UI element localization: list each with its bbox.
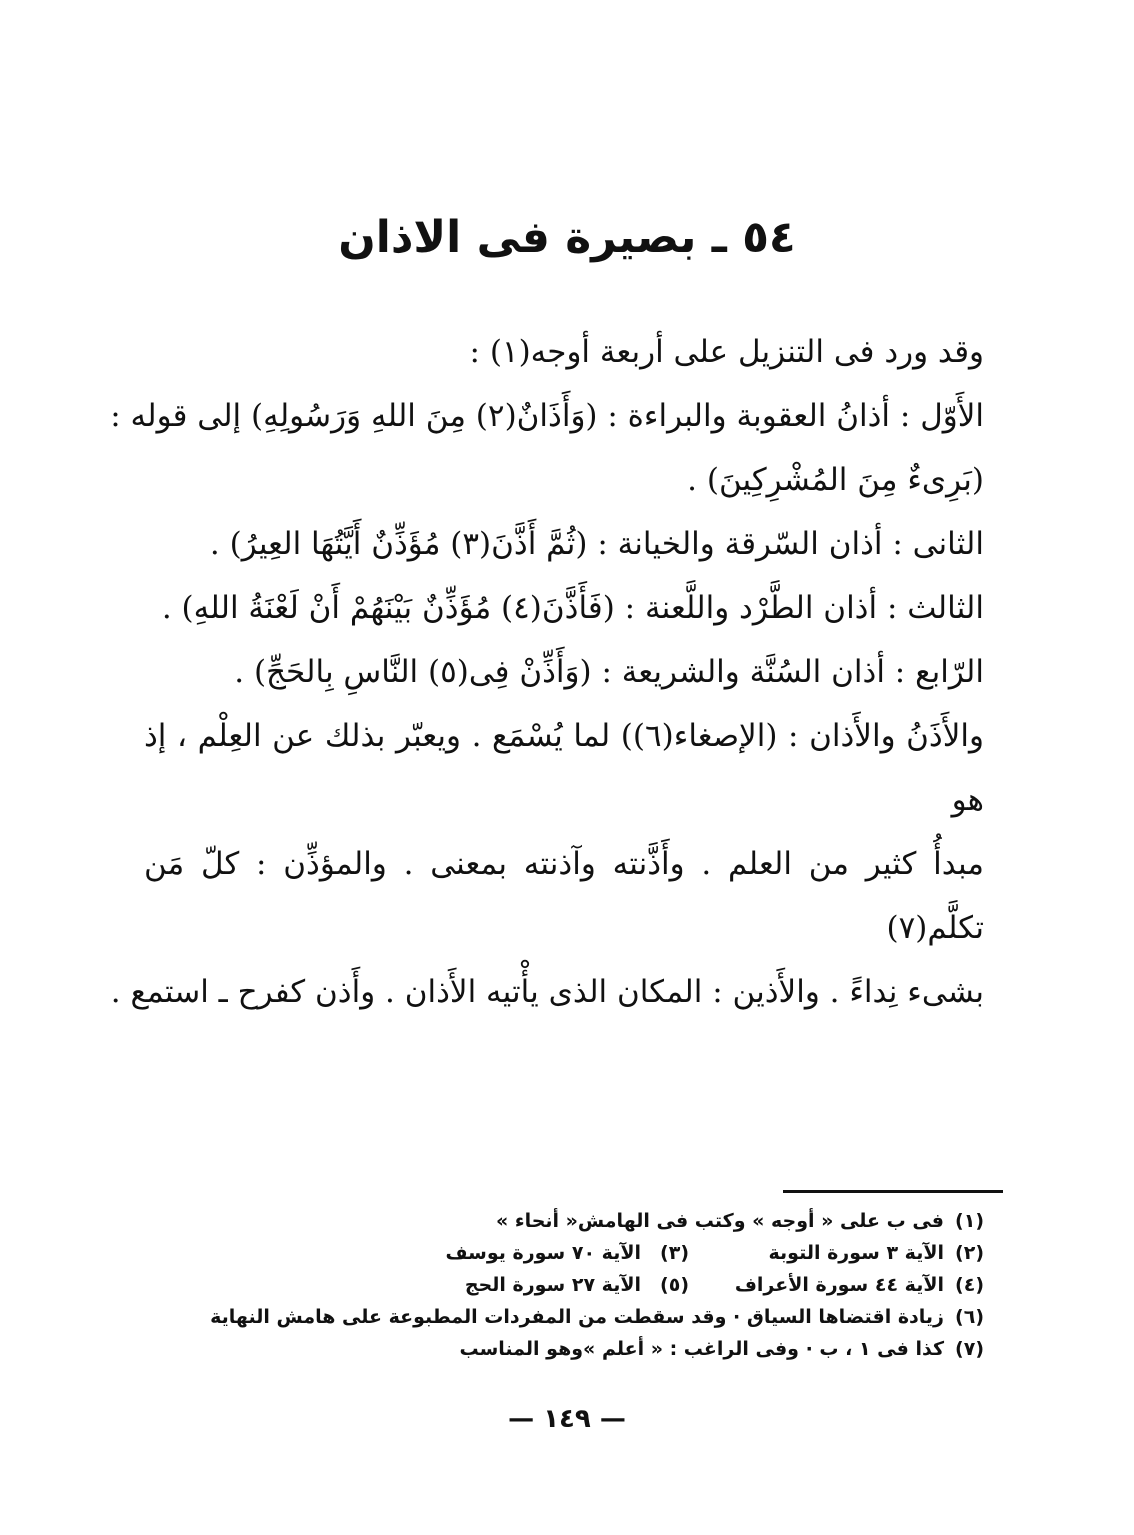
footnote-number: (١) bbox=[955, 1210, 984, 1232]
footnote-text: الآية ٤٤ سورة الأعراف bbox=[734, 1274, 944, 1296]
text-line: والأَذَنُ والأَذان : (الإصغاء(٦)) لما يُسْمَع . ويعبّر بذلك عن العِلْم ، إذ هو bbox=[144, 718, 984, 818]
footnote-text: زيادة اقتضاها السياق · وقد سقطت من المفردات المطبوعة على هامش النهاية bbox=[210, 1306, 944, 1328]
footnote-divider bbox=[783, 1190, 1003, 1193]
text-line: (بَرِىءٌ مِنَ المُشْرِكِينَ) . bbox=[687, 462, 984, 498]
chapter-title: ٥٤ ـ بصيرة فى الاذان bbox=[338, 212, 796, 263]
text-line: الرّابع : أذان السُنَّة والشريعة : (وَأَذِّنْ فِى(٥) النَّاسِ بِالحَجِّ) . bbox=[234, 654, 984, 690]
footnote-text: الآية ٣ سورة التوبة bbox=[768, 1242, 944, 1264]
footnote-number: (٦) bbox=[955, 1306, 984, 1328]
footnote-row bbox=[224, 1333, 984, 1365]
footnote-number: (٣) bbox=[660, 1242, 689, 1264]
footnote-text: فى ب على « أوجه » وكتب فى الهامش« أنحاء » bbox=[495, 1210, 944, 1232]
footnote-number: (٥) bbox=[660, 1274, 689, 1296]
text-line: بشىء نِداءً . والأَذين : المكان الذى يأْتيه الأَذان . وأَذن كفرح ـ استمع . bbox=[110, 974, 984, 1010]
footnote-text: الآية ٧٠ سورة يوسف bbox=[445, 1242, 641, 1264]
footnote-row bbox=[224, 1237, 984, 1269]
text-line: مبدأُ كثير من العلم . وأَذَّنته وآذنته بمعنى . والمؤذِّن : كلّ مَن تكلَّم(٧) bbox=[144, 846, 984, 946]
footnotes bbox=[210, 1205, 984, 1365]
text-line: الثانى : أذان السّرقة والخيانة : (ثُمَّ أَذَّنَ(٣) مُؤَذِّنٌ أَيَّتُهَا العِيرُ) . bbox=[209, 526, 984, 562]
footnote-row bbox=[210, 1301, 984, 1333]
footnote-row bbox=[224, 1269, 984, 1301]
main-text bbox=[110, 320, 984, 1024]
footnote-number: (٧) bbox=[955, 1338, 984, 1360]
footnote-number: (٢) bbox=[955, 1242, 984, 1264]
text-line: الأَوّل : أذانُ العقوبة والبراءة : (وَأَذَانٌ(٢) مِنَ اللهِ وَرَسُولِهِ) إلى قوله : bbox=[110, 398, 984, 434]
footnote-row bbox=[224, 1205, 984, 1237]
text-line: وقد ورد فى التنزيل على أربعة أوجه(١) : bbox=[469, 334, 984, 370]
page-number: — ١٤٩ — bbox=[508, 1404, 626, 1434]
footnote-text: الآية ٢٧ سورة الحج bbox=[464, 1274, 641, 1296]
footnote-text: كذا فى ١ ، ب · وفى الراغب : « أعلم »وهو المناسب bbox=[459, 1338, 944, 1360]
text-line: الثالث : أذان الطَّرْد واللَّعنة : (فَأَذَّنَ(٤) مُؤَذِّنٌ بَيْنَهُمْ أَنْ لَعْنَةُ اللهِ) . bbox=[161, 590, 984, 626]
footnote-number: (٤) bbox=[955, 1274, 984, 1296]
